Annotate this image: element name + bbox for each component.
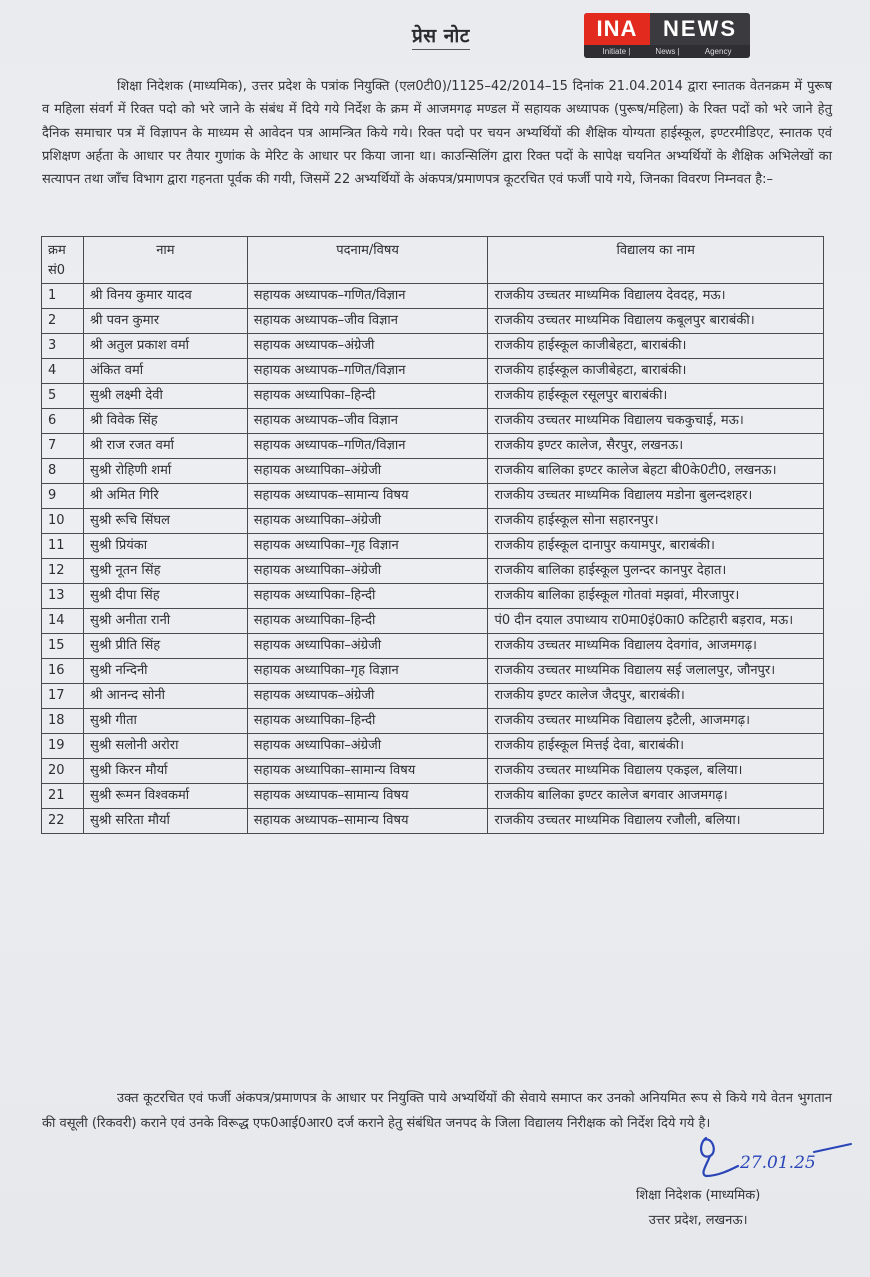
cell-school-name: राजकीय हाईस्कूल काजीबेहटा, बाराबंकी। bbox=[488, 359, 824, 384]
cell-serial-number: 21 bbox=[42, 784, 84, 809]
cell-school-name: राजकीय उच्चतर माध्यमिक विद्यालय देवगांव, आजमगढ़। bbox=[488, 634, 824, 659]
cell-serial-number: 4 bbox=[42, 359, 84, 384]
header-name: नाम bbox=[83, 237, 247, 284]
signoff-block bbox=[636, 1183, 760, 1233]
cell-name: सुश्री रूमन विश्वकर्मा bbox=[83, 784, 247, 809]
header-school-name: विद्यालय का नाम bbox=[488, 237, 824, 284]
header-post-subject: पदनाम/विषय bbox=[247, 237, 488, 284]
cell-name: सुश्री किरन मौर्या bbox=[83, 759, 247, 784]
cell-serial-number: 1 bbox=[42, 284, 84, 309]
cell-serial-number: 14 bbox=[42, 609, 84, 634]
cell-post-subject: सहायक अध्यापक–जीव विज्ञान bbox=[247, 309, 488, 334]
cell-serial-number: 2 bbox=[42, 309, 84, 334]
cell-post-subject: सहायक अध्यापिका–हिन्दी bbox=[247, 384, 488, 409]
cell-name: सुश्री प्रीति सिंह bbox=[83, 634, 247, 659]
signoff-designation: शिक्षा निदेशक (माध्यमिक) bbox=[636, 1188, 761, 1203]
cell-school-name: राजकीय हाईस्कूल मित्तई देवा, बाराबंकी। bbox=[488, 734, 824, 759]
table-row bbox=[42, 509, 824, 534]
cell-post-subject: सहायक अध्यापिका–हिन्दी bbox=[247, 609, 488, 634]
cell-post-subject: सहायक अध्यापक–सामान्य विषय bbox=[247, 484, 488, 509]
table-header-row bbox=[42, 237, 824, 284]
cell-name: अंकित वर्मा bbox=[83, 359, 247, 384]
table-row bbox=[42, 609, 824, 634]
cell-post-subject: सहायक अध्यापिका–हिन्दी bbox=[247, 584, 488, 609]
cell-name: श्री राज रजत वर्मा bbox=[83, 434, 247, 459]
cell-school-name: राजकीय हाईस्कूल काजीबेहटा, बाराबंकी। bbox=[488, 334, 824, 359]
cell-school-name: राजकीय उच्चतर माध्यमिक विद्यालय सई जलालपुर, जौनपुर। bbox=[488, 659, 824, 684]
cell-name: श्री विवेक सिंह bbox=[83, 409, 247, 434]
cell-school-name: राजकीय उच्चतर माध्यमिक विद्यालय मडोना बुलन्दशहर। bbox=[488, 484, 824, 509]
cell-serial-number: 22 bbox=[42, 809, 84, 834]
cell-school-name: राजकीय उच्चतर माध्यमिक विद्यालय इटैली, आजमगढ़। bbox=[488, 709, 824, 734]
cell-name: सुश्री लक्ष्मी देवी bbox=[83, 384, 247, 409]
signoff-location: उत्तर प्रदेश, लखनऊ। bbox=[648, 1213, 748, 1228]
cell-name: श्री विनय कुमार यादव bbox=[83, 284, 247, 309]
cell-school-name: राजकीय उच्चतर माध्यमिक विद्यालय चककुचाई, मऊ। bbox=[488, 409, 824, 434]
cell-name: सुश्री दीपा सिंह bbox=[83, 584, 247, 609]
cell-serial-number: 12 bbox=[42, 559, 84, 584]
table-row bbox=[42, 484, 824, 509]
cell-name: सुश्री नूतन सिंह bbox=[83, 559, 247, 584]
cell-post-subject: सहायक अध्यापक–अंग्रेजी bbox=[247, 684, 488, 709]
logo-tagline-initiate: Initiate | bbox=[602, 47, 631, 56]
logo-ina-text: INA bbox=[584, 13, 650, 45]
cell-school-name: राजकीय इण्टर कालेज जैदपुर, बाराबंकी। bbox=[488, 684, 824, 709]
ina-news-logo bbox=[584, 13, 750, 58]
closing-paragraph: उक्त कूटरचित एवं फर्जी अंकपत्र/प्रमाणपत्र के आधार पर नियुक्ति पाये अभ्यर्थियों की सेवाये समाप्त कर उनको अनियमित रूप से किये गये वेतन भुगतान की वसूली (रिकवरी) कराने एवं उनके विरूद्ध एफ0आई0आर0 दर्ज कराने हेतु संबंधित जनपद के जिला विद्यालय निरीक्षक को निर्देश दिये गये है। bbox=[42, 1091, 832, 1131]
signature-date: 27.01.25 bbox=[740, 1153, 816, 1173]
logo-tagline bbox=[584, 45, 750, 58]
cell-post-subject: सहायक अध्यापक–गणित/विज्ञान bbox=[247, 284, 488, 309]
cell-school-name: राजकीय बालिका इण्टर कालेज बगवार आजमगढ़। bbox=[488, 784, 824, 809]
logo-news-text: NEWS bbox=[650, 13, 750, 45]
table-row bbox=[42, 384, 824, 409]
cell-post-subject: सहायक अध्यापक–सामान्य विषय bbox=[247, 784, 488, 809]
cell-serial-number: 16 bbox=[42, 659, 84, 684]
cell-name: सुश्री रूचि सिंघल bbox=[83, 509, 247, 534]
table-row bbox=[42, 734, 824, 759]
table-row bbox=[42, 634, 824, 659]
cell-school-name: राजकीय हाईस्कूल रसूलपुर बाराबंकी। bbox=[488, 384, 824, 409]
cell-school-name: पं0 दीन दयाल उपाध्याय रा0मा0इं0का0 कटिहारी बड़राव, मऊ। bbox=[488, 609, 824, 634]
cell-post-subject: सहायक अध्यापिका–अंग्रेजी bbox=[247, 734, 488, 759]
table-row bbox=[42, 559, 824, 584]
cell-name: श्री पवन कुमार bbox=[83, 309, 247, 334]
cell-name: श्री आनन्द सोनी bbox=[83, 684, 247, 709]
table-row bbox=[42, 809, 824, 834]
cell-serial-number: 10 bbox=[42, 509, 84, 534]
header-serial-number: क्रम सं0 bbox=[42, 237, 84, 284]
cell-school-name: राजकीय इण्टर कालेज, सैरपुर, लखनऊ। bbox=[488, 434, 824, 459]
cell-name: श्री अमित गिरि bbox=[83, 484, 247, 509]
cell-post-subject: सहायक अध्यापिका–अंग्रेजी bbox=[247, 559, 488, 584]
cell-serial-number: 7 bbox=[42, 434, 84, 459]
cell-serial-number: 17 bbox=[42, 684, 84, 709]
logo-tagline-agency: Agency bbox=[704, 47, 732, 56]
intro-paragraph: शिक्षा निदेशक (माध्यमिक), उत्तर प्रदेश के पत्रांक नियुक्ति (एल0टी0)/1125–42/2014–15 दिनांक 21.04.2014 द्वारा स्नातक वेतनक्रम में पुरूष व महिला संवर्ग में रिक्त पदो को भरे जाने के संबंध में दिये गये निर्देश के क्रम में आजमगढ़ मण्डल में सहायक अध्यापक (पुरूष/महिला) के रिक्त पदों को भरे जाने हेतु दैनिक समाचार पत्र में विज्ञापन के माध्यम से आवेदन पत्र आमन्त्रित किये गये। रिक्त पदो पर चयन अभ्यर्थियों की शैक्षिक योग्यता हाईस्कूल, इण्टरमीडिएट, स्नातक एवं प्रशिक्षण अर्हता के आधार पर तैयार गुणांक के मेरिट के आधार पर किया जाना था। काउन्सिलिंग द्वारा रिक्त पदों के सापेक्ष चयनित अभ्यर्थियों के शैक्षिक अभिलेखों का सत्यापन तथा जाँच विभाग द्वारा गहनता पूर्वक की गयी, जिसमें 22 अभ्यर्थियों के अंकपत्र/प्रमाणपत्र कूटरचित एवं फर्जी पाये गये, जिनका विवरण निम्नवत है:– bbox=[42, 79, 832, 188]
cell-school-name: राजकीय बालिका हाईस्कूल पुलन्दर कानपुर देहात। bbox=[488, 559, 824, 584]
cell-name: सुश्री रोहिणी शर्मा bbox=[83, 459, 247, 484]
cell-name: सुश्री सलोनी अरोरा bbox=[83, 734, 247, 759]
cell-post-subject: सहायक अध्यापक–जीव विज्ञान bbox=[247, 409, 488, 434]
table-row bbox=[42, 759, 824, 784]
cell-post-subject: सहायक अध्यापक–गणित/विज्ञान bbox=[247, 359, 488, 384]
cell-post-subject: सहायक अध्यापिका–अंग्रेजी bbox=[247, 459, 488, 484]
cell-school-name: राजकीय हाईस्कूल दानापुर कयामपुर, बाराबंकी। bbox=[488, 534, 824, 559]
cell-post-subject: सहायक अध्यापिका–सामान्य विषय bbox=[247, 759, 488, 784]
cell-serial-number: 15 bbox=[42, 634, 84, 659]
page-title: प्रेस नोट bbox=[412, 22, 470, 50]
cell-school-name: राजकीय बालिका इण्टर कालेज बेहटा बी0के0टी0, लखनऊ। bbox=[488, 459, 824, 484]
table-row bbox=[42, 684, 824, 709]
cell-school-name: राजकीय उच्चतर माध्यमिक विद्यालय रजौली, बलिया। bbox=[488, 809, 824, 834]
table-row bbox=[42, 784, 824, 809]
cell-post-subject: सहायक अध्यापक–सामान्य विषय bbox=[247, 809, 488, 834]
cell-school-name: राजकीय हाईस्कूल सोना सहारनपुर। bbox=[488, 509, 824, 534]
cell-serial-number: 20 bbox=[42, 759, 84, 784]
handwritten-signature bbox=[696, 1130, 856, 1180]
cell-school-name: राजकीय उच्चतर माध्यमिक विद्यालय देवदह, मऊ। bbox=[488, 284, 824, 309]
cell-serial-number: 13 bbox=[42, 584, 84, 609]
cell-name: सुश्री अनीता रानी bbox=[83, 609, 247, 634]
cell-post-subject: सहायक अध्यापिका–गृह विज्ञान bbox=[247, 659, 488, 684]
cell-serial-number: 6 bbox=[42, 409, 84, 434]
table-row bbox=[42, 309, 824, 334]
table-row bbox=[42, 459, 824, 484]
table-row bbox=[42, 434, 824, 459]
table-row bbox=[42, 284, 824, 309]
cell-serial-number: 8 bbox=[42, 459, 84, 484]
cell-serial-number: 5 bbox=[42, 384, 84, 409]
cell-name: सुश्री प्रियंका bbox=[83, 534, 247, 559]
cell-serial-number: 19 bbox=[42, 734, 84, 759]
cell-name: सुश्री नन्दिनी bbox=[83, 659, 247, 684]
table-row bbox=[42, 534, 824, 559]
cell-serial-number: 9 bbox=[42, 484, 84, 509]
table-row bbox=[42, 334, 824, 359]
table-row bbox=[42, 409, 824, 434]
cell-name: श्री अतुल प्रकाश वर्मा bbox=[83, 334, 247, 359]
cell-serial-number: 3 bbox=[42, 334, 84, 359]
cell-post-subject: सहायक अध्यापक–अंग्रेजी bbox=[247, 334, 488, 359]
cell-name: सुश्री गीता bbox=[83, 709, 247, 734]
cell-post-subject: सहायक अध्यापिका–अंग्रेजी bbox=[247, 509, 488, 534]
cell-post-subject: सहायक अध्यापिका–गृह विज्ञान bbox=[247, 534, 488, 559]
cell-school-name: राजकीय उच्चतर माध्यमिक विद्यालय कबूलपुर बाराबंकी। bbox=[488, 309, 824, 334]
cell-post-subject: सहायक अध्यापिका–हिन्दी bbox=[247, 709, 488, 734]
cell-serial-number: 18 bbox=[42, 709, 84, 734]
fake-certificates-table bbox=[41, 236, 824, 834]
cell-school-name: राजकीय बालिका हाईस्कूल गोतवां मझवां, मीरजापुर। bbox=[488, 584, 824, 609]
table-row bbox=[42, 359, 824, 384]
cell-post-subject: सहायक अध्यापक–गणित/विज्ञान bbox=[247, 434, 488, 459]
table-row bbox=[42, 659, 824, 684]
table-row bbox=[42, 584, 824, 609]
cell-post-subject: सहायक अध्यापिका–अंग्रेजी bbox=[247, 634, 488, 659]
logo-tagline-news: News | bbox=[655, 47, 680, 56]
cell-serial-number: 11 bbox=[42, 534, 84, 559]
table-row bbox=[42, 709, 824, 734]
cell-name: सुश्री सरिता मौर्या bbox=[83, 809, 247, 834]
cell-school-name: राजकीय उच्चतर माध्यमिक विद्यालय एकइल, बलिया। bbox=[488, 759, 824, 784]
